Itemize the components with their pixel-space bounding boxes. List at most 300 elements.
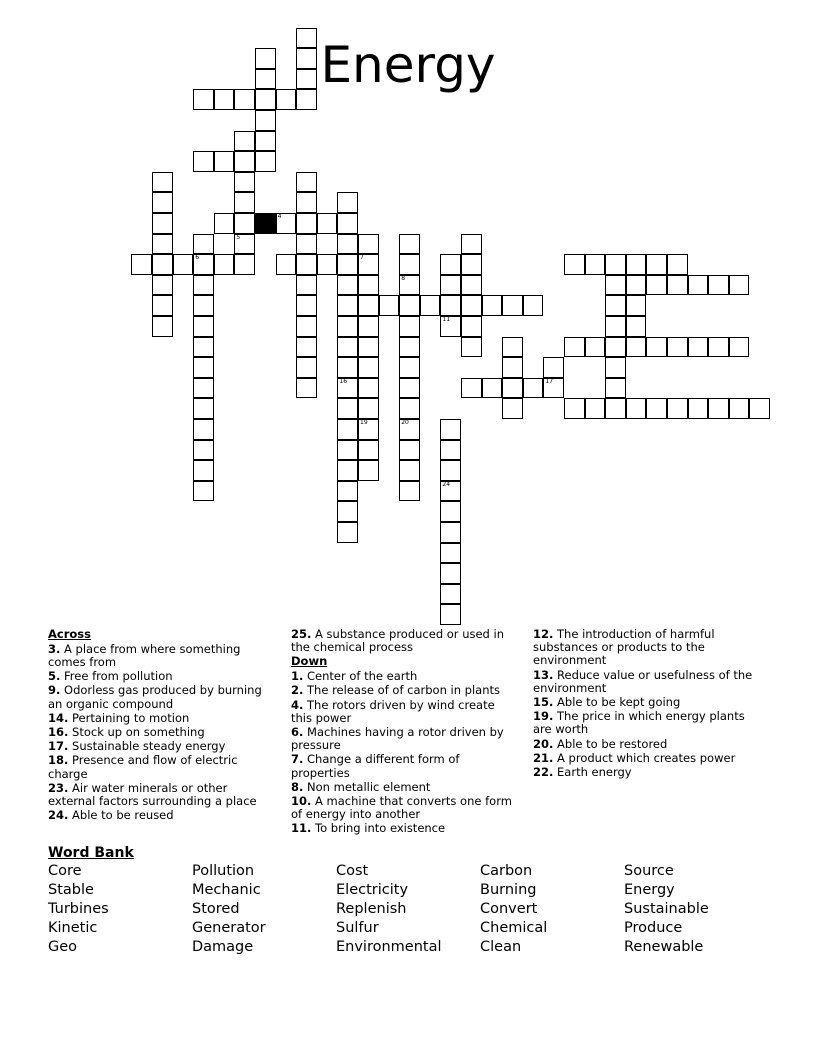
grid-cell (461, 316, 482, 337)
clue-item-text: The introduction of harmful substances or products to the environment (533, 627, 715, 668)
grid-cell (214, 254, 235, 275)
grid-cell (296, 316, 317, 337)
grid-cell (193, 378, 214, 399)
grid-cell (193, 151, 214, 172)
clue-item-text: Able to be restored (557, 736, 668, 751)
clue-item (48, 782, 268, 808)
clue-item-number: 1. (291, 669, 304, 684)
clue-number: 5 (236, 233, 241, 241)
grid-cell (605, 275, 626, 296)
word-bank-word: Energy (624, 882, 675, 898)
clues-column-1 (48, 628, 268, 823)
grid-cell (152, 275, 173, 296)
grid-cell (729, 337, 750, 358)
clue-item (48, 726, 268, 739)
grid-cell (296, 28, 317, 49)
word-bank-word: Damage (192, 939, 254, 955)
page-title: Energy (320, 36, 496, 94)
grid-cell (502, 337, 523, 358)
word-bank-column (192, 862, 266, 957)
clue-item (533, 752, 758, 765)
clue-item (48, 740, 268, 753)
grid-cell (729, 275, 750, 296)
grid-cell (193, 398, 214, 419)
grid-cell (337, 378, 358, 399)
clue-item-text: Reduce value or usefulness of the environment (533, 667, 753, 695)
grid-cell (399, 419, 420, 440)
clue-item (291, 795, 513, 821)
clue-item-text: Change a different form of properties (291, 752, 460, 780)
grid-cell (358, 440, 379, 461)
grid-cell (152, 316, 173, 337)
across-clue-list (48, 643, 268, 823)
word-bank-word: Generator (192, 920, 266, 936)
grid-cell (296, 254, 317, 275)
word-bank-word: Stable (48, 882, 94, 898)
word-bank-column (480, 862, 547, 957)
clue-item (533, 710, 758, 736)
grid-cell (214, 151, 235, 172)
grid-cell (440, 543, 461, 564)
grid-cell (234, 234, 255, 255)
grid-cell (646, 254, 667, 275)
clue-item-number: 19. (533, 709, 554, 724)
grid-cell (296, 69, 317, 90)
grid-cell (296, 378, 317, 399)
grid-cell (255, 89, 276, 110)
grid-cell (296, 213, 317, 234)
grid-cell (214, 213, 235, 234)
grid-cell (667, 275, 688, 296)
grid-cell (193, 460, 214, 481)
clue-item-text: Air water minerals or other external factors surrounding a place (48, 780, 257, 808)
grid-cell (193, 481, 214, 502)
clue-item-text: The price in which energy plants are worth (533, 709, 745, 737)
grid-cell (358, 357, 379, 378)
grid-cell (358, 460, 379, 481)
clue-number: 6 (195, 254, 200, 262)
grid-cell (729, 398, 750, 419)
word-bank-word: Electricity (336, 882, 409, 898)
grid-cell (399, 337, 420, 358)
word-bank-word: Produce (624, 920, 683, 936)
grid-cell (688, 398, 709, 419)
word-bank-word: Environmental (336, 939, 442, 955)
grid-cell (296, 275, 317, 296)
clue-item-text: The rotors driven by wind create this power (291, 697, 495, 725)
grid-cell (626, 275, 647, 296)
grid-cell (193, 419, 214, 440)
clue-item-number: 6. (291, 724, 304, 739)
grid-cell (626, 337, 647, 358)
grid-cell (234, 89, 255, 110)
word-bank-word: Convert (480, 901, 538, 917)
word-bank-word: Sustainable (624, 901, 709, 917)
clue-item-number: 3. (48, 641, 61, 656)
grid-cell (688, 337, 709, 358)
word-bank-word: Clean (480, 939, 522, 955)
grid-cell (214, 89, 235, 110)
grid-cell (502, 295, 523, 316)
clue-item-number: 16. (48, 724, 69, 739)
clue-item-number: 21. (533, 750, 554, 765)
clue-item-number: 9. (48, 683, 61, 698)
grid-cell (646, 398, 667, 419)
grid-cell (152, 234, 173, 255)
grid-cell (626, 295, 647, 316)
grid-cell (337, 419, 358, 440)
grid-cell (440, 501, 461, 522)
grid-cell (399, 460, 420, 481)
grid-cell (626, 316, 647, 337)
grid-cell (667, 337, 688, 358)
grid-cell (543, 357, 564, 378)
grid-cell (708, 337, 729, 358)
clue-item (48, 754, 268, 780)
clue-item (533, 738, 758, 751)
grid-cell (708, 275, 729, 296)
grid-cell (585, 398, 606, 419)
clue-number: 17 (545, 377, 554, 385)
word-bank-word: Turbines (48, 901, 109, 917)
grid-cell (399, 378, 420, 399)
clue-item-text: Earth energy (557, 765, 632, 780)
clue-item-number: 15. (533, 695, 554, 710)
grid-cell (440, 419, 461, 440)
grid-cell (461, 295, 482, 316)
clue-item-number: 2. (291, 683, 304, 698)
grid-cell (399, 481, 420, 502)
clue-item-number: 22. (533, 765, 554, 780)
grid-cell (193, 295, 214, 316)
grid-cell (337, 522, 358, 543)
grid-cell (152, 213, 173, 234)
grid-cell (440, 584, 461, 605)
grid-cell (255, 69, 276, 90)
clue-item-text: Presence and flow of electric charge (48, 753, 238, 781)
grid-cell (152, 192, 173, 213)
grid-cell (358, 419, 379, 440)
clue-item-text: Machines having a rotor driven by pressure (291, 724, 504, 753)
clue-item-text: Sustainable steady energy (72, 739, 226, 754)
grid-cell (337, 357, 358, 378)
clue-item-number: 14. (48, 710, 69, 725)
grid-cell (626, 398, 647, 419)
grid-cell (296, 357, 317, 378)
grid-cell (585, 254, 606, 275)
grid-cell (255, 110, 276, 131)
clues-column-2 (291, 628, 513, 837)
word-bank-title: Word Bank (48, 845, 134, 861)
word-bank-word: Pollution (192, 863, 255, 879)
grid-cell (461, 337, 482, 358)
grid-cell (358, 337, 379, 358)
down-heading: Down (291, 654, 328, 669)
clue-item-number: 23. (48, 780, 69, 795)
word-bank-word: Carbon (480, 863, 533, 879)
grid-cell (605, 254, 626, 275)
clue-item (533, 669, 758, 695)
grid-cell (440, 460, 461, 481)
grid-cell (296, 337, 317, 358)
grid-cell (461, 275, 482, 296)
clue-item-number: 20. (533, 736, 554, 751)
clue-item (48, 712, 268, 725)
clue-item (291, 726, 513, 752)
grid-cell (440, 481, 461, 502)
grid-cell-black (255, 213, 276, 234)
clue-item (291, 822, 513, 835)
clue-item (48, 684, 268, 710)
grid-cell (605, 357, 626, 378)
clue-item-number: 24. (48, 808, 69, 823)
grid-cell (440, 316, 461, 337)
grid-cell (337, 440, 358, 461)
clue-item (291, 781, 513, 794)
grid-cell (255, 151, 276, 172)
grid-cell (399, 357, 420, 378)
clue-number: 24 (442, 480, 451, 488)
clue-item-number: 12. (533, 627, 554, 641)
grid-cell (646, 275, 667, 296)
grid-cell (688, 275, 709, 296)
grid-cell (626, 254, 647, 275)
word-bank-word: Replenish (336, 901, 407, 917)
grid-cell (193, 234, 214, 255)
clue-item-text: A machine that converts one form of energy into another (291, 793, 512, 822)
grid-cell (193, 316, 214, 337)
grid-cell (667, 398, 688, 419)
word-bank-word: Stored (192, 901, 240, 917)
word-bank-word: Mechanic (192, 882, 261, 898)
grid-cell (173, 254, 194, 275)
grid-cell (523, 295, 544, 316)
clue-item-text: Able to be kept going (557, 695, 681, 710)
grid-cell (317, 213, 338, 234)
clue-item-number: 25. (291, 627, 312, 641)
grid-cell (749, 398, 770, 419)
clue-item-text: Stock up on something (72, 724, 205, 739)
grid-cell (564, 337, 585, 358)
grid-cell (440, 563, 461, 584)
clue-item (48, 670, 268, 683)
grid-cell (234, 254, 255, 275)
grid-cell (255, 48, 276, 69)
grid-cell (564, 398, 585, 419)
grid-cell (296, 172, 317, 193)
word-bank-word: Geo (48, 939, 78, 955)
grid-cell (440, 522, 461, 543)
grid-cell (337, 213, 358, 234)
grid-cell (399, 234, 420, 255)
grid-cell (399, 316, 420, 337)
down-clue-list-continued (533, 628, 758, 779)
clue-item-text: Pertaining to motion (72, 710, 190, 725)
grid-cell (440, 604, 461, 625)
clue-item-text: Able to be reused (72, 808, 174, 823)
grid-cell (420, 295, 441, 316)
grid-cell (337, 337, 358, 358)
clue-item (291, 753, 513, 779)
grid-cell (337, 275, 358, 296)
grid-cell (461, 234, 482, 255)
clue-item-text: Non metallic element (307, 779, 431, 794)
grid-cell (152, 172, 173, 193)
grid-cell (605, 337, 626, 358)
clue-item-text: To bring into existence (315, 821, 446, 836)
grid-cell (337, 316, 358, 337)
grid-cell (646, 337, 667, 358)
across-heading: Across (48, 627, 91, 641)
grid-cell (399, 254, 420, 275)
word-bank-column (48, 862, 109, 957)
clue-item-number: 7. (291, 752, 304, 767)
grid-cell (440, 440, 461, 461)
clue-item-number: 11. (291, 821, 312, 836)
grid-cell (502, 357, 523, 378)
clue-item (533, 696, 758, 709)
grid-cell (296, 89, 317, 110)
clue-item-text: A place from where something comes from (48, 641, 241, 669)
clue-number: 19 (360, 419, 368, 426)
grid-cell (193, 89, 214, 110)
clue-number: 11 (442, 316, 451, 323)
clue-number: 4 (277, 213, 282, 220)
grid-cell (276, 254, 297, 275)
grid-cell (543, 378, 564, 399)
grid-cell (152, 295, 173, 316)
grid-cell (379, 295, 400, 316)
grid-cell (399, 398, 420, 419)
grid-cell (461, 378, 482, 399)
grid-cell (564, 254, 585, 275)
grid-cell (337, 501, 358, 522)
clue-item (48, 643, 268, 669)
grid-cell (605, 378, 626, 399)
grid-cell (193, 357, 214, 378)
clue-item-number: 4. (291, 697, 304, 712)
clue-item (48, 809, 268, 822)
grid-cell (234, 213, 255, 234)
clue-item-number: 17. (48, 739, 69, 754)
grid-cell (482, 378, 503, 399)
grid-cell (234, 192, 255, 213)
grid-cell (399, 275, 420, 296)
word-bank-word: Cost (336, 863, 369, 879)
clue-number: 7 (360, 254, 364, 262)
word-bank-word: Kinetic (48, 920, 98, 936)
grid-cell (337, 192, 358, 213)
grid-cell (440, 275, 461, 296)
word-bank-column (624, 862, 709, 957)
grid-cell (482, 295, 503, 316)
word-bank-column (336, 862, 442, 957)
clue-item-text: Free from pollution (64, 669, 173, 684)
clue-number: 20 (401, 419, 409, 426)
grid-cell (234, 172, 255, 193)
grid-cell (193, 440, 214, 461)
grid-cell (358, 398, 379, 419)
grid-cell (358, 254, 379, 275)
grid-cell (296, 234, 317, 255)
grid-cell (296, 48, 317, 69)
grid-cell (296, 295, 317, 316)
clue-item-text: Odorless gas produced by burning an organic compound (48, 683, 262, 711)
word-bank-word: Source (624, 863, 674, 879)
clue-item-number: 13. (533, 667, 554, 682)
grid-cell (502, 398, 523, 419)
grid-cell (317, 254, 338, 275)
grid-cell (296, 192, 317, 213)
clue-item-number: 8. (291, 779, 304, 794)
grid-cell (276, 89, 297, 110)
clue-item (291, 699, 513, 725)
grid-cell (708, 398, 729, 419)
grid-cell (337, 460, 358, 481)
grid-cell (399, 295, 420, 316)
word-bank-word: Core (48, 863, 82, 879)
word-bank-word: Sulfur (336, 920, 379, 936)
clue-item (291, 670, 513, 683)
clue-number: 8 (401, 274, 406, 282)
grid-cell (461, 254, 482, 275)
grid-cell (440, 254, 461, 275)
clue-item-number: 10. (291, 793, 312, 808)
grid-cell (337, 254, 358, 275)
grid-cell (337, 295, 358, 316)
grid-cell (358, 275, 379, 296)
clue-item-text: Center of the earth (307, 669, 418, 684)
grid-cell (337, 481, 358, 502)
grid-cell (605, 316, 626, 337)
grid-cell (337, 398, 358, 419)
down-clue-list (291, 670, 513, 835)
grid-cell (337, 234, 358, 255)
grid-cell (358, 378, 379, 399)
grid-cell (605, 398, 626, 419)
grid-cell (502, 378, 523, 399)
clue-item-text: A product which creates power (557, 750, 736, 765)
grid-cell (193, 275, 214, 296)
clue-item-number: 18. (48, 753, 69, 768)
clues-column-3 (533, 628, 758, 780)
word-bank-word: Chemical (480, 920, 548, 936)
grid-cell (605, 295, 626, 316)
grid-cell (667, 254, 688, 275)
clue-item (291, 628, 513, 654)
grid-cell (585, 337, 606, 358)
grid-cell (193, 337, 214, 358)
grid-cell (276, 213, 297, 234)
clue-item (533, 766, 758, 779)
grid-cell (440, 295, 461, 316)
grid-cell (399, 440, 420, 461)
grid-cell (523, 378, 544, 399)
word-bank-word: Renewable (624, 939, 704, 955)
clue-item-text: A substance produced or used in the chemical process (291, 627, 504, 655)
grid-cell (152, 254, 173, 275)
grid-cell (255, 131, 276, 152)
clue-item-number: 5. (48, 669, 61, 684)
grid-cell (193, 254, 214, 275)
grid-cell (234, 131, 255, 152)
word-bank-word: Burning (480, 882, 537, 898)
grid-cell (358, 234, 379, 255)
clue-item-text: The release of of carbon in plants (307, 683, 500, 698)
clue-item (291, 684, 513, 697)
grid-cell (358, 295, 379, 316)
clue-number: 16 (339, 377, 348, 385)
